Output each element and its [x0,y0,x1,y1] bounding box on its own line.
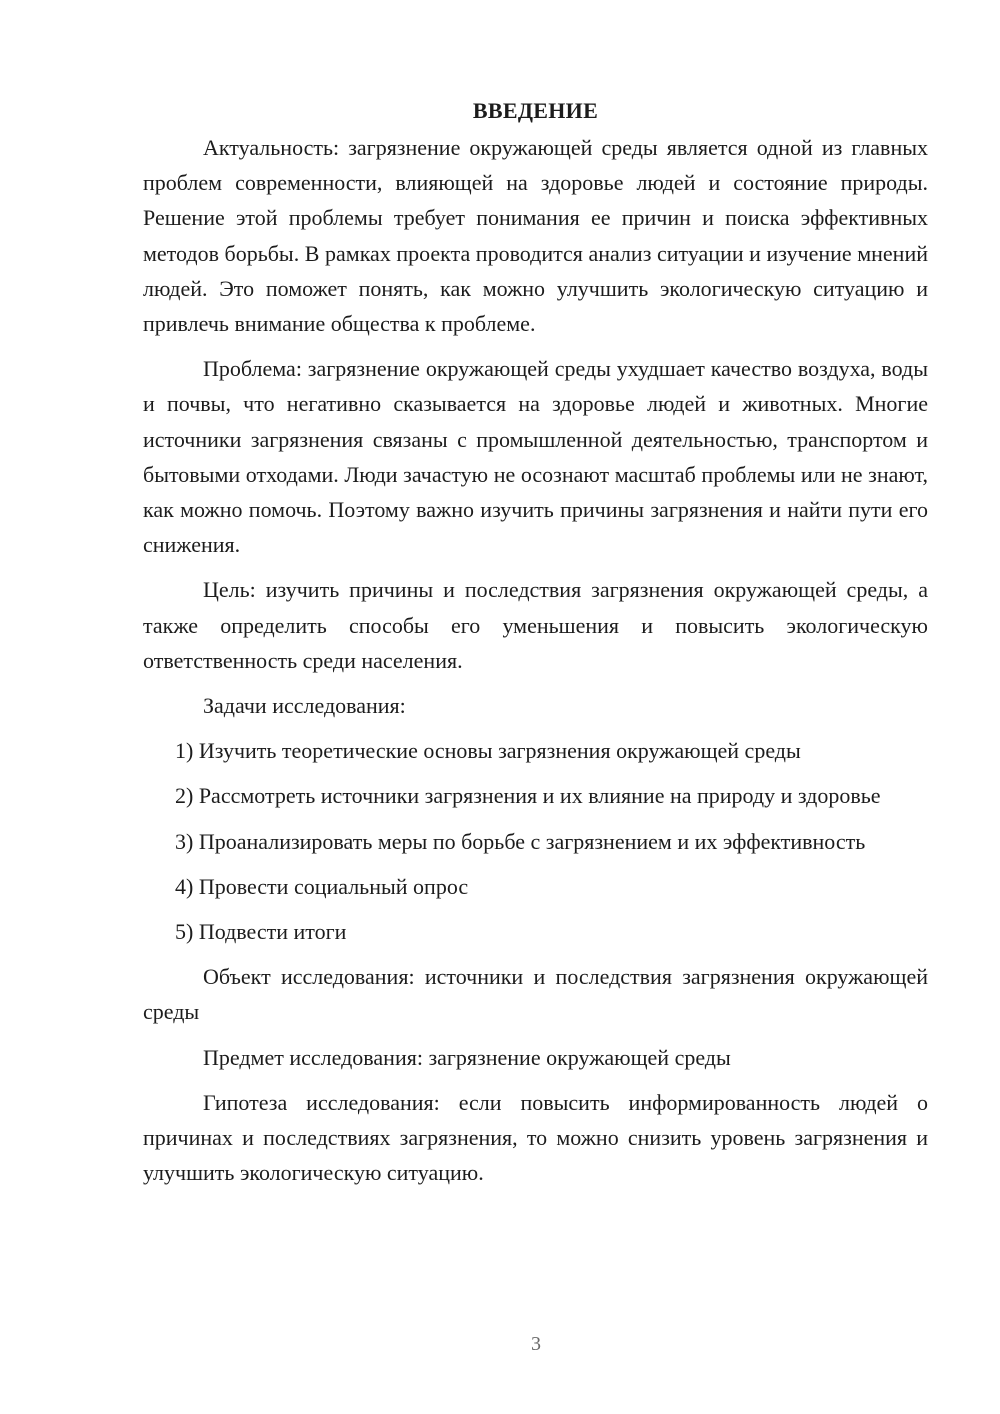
relevance-paragraph: Актуальность: загрязнение окружающей среды является одной из главных проблем современности, влияющей на здоровье людей и состояние природы. Решение этой проблемы требует понимания ее причин и поиска эффективных методов борьбы. В рамках проекта проводится анализ ситуации и изучение мнений людей. Это поможет понять, как можно улучшить экологическую ситуацию и привлечь внимание общества к проблеме. [143,135,928,337]
task-item: 3) Проанализировать меры по борьбе с загрязнением и их эффективность [175,828,866,854]
tasks-list [143,733,928,949]
task-item: 1) Изучить теоретические основы загрязнения окружающей среды [175,738,801,764]
subject-paragraph: Предмет исследования: загрязнение окружающей среды [203,1044,731,1070]
object-paragraph: Объект исследования: источники и последствия загрязнения окружающей среды [143,964,928,1025]
task-item: 5) Подвести итоги [175,919,347,945]
task-item: 4) Провести социальный опрос [175,873,469,899]
document-page [143,96,928,1200]
hypothesis-paragraph: Гипотеза исследования: если повысить информированность людей о причинах и последствиях загрязнения, то можно снизить уровень загрязнения и улучшить экологическую ситуацию. [143,1089,928,1186]
page-number: 3 [531,1333,541,1355]
tasks-heading: Задачи исследования: [203,693,406,719]
problem-paragraph: Проблема: загрязнение окружающей среды ухудшает качество воздуха, воды и почвы, что негативно сказывается на здоровье людей и животных. Многие источники загрязнения связаны с промышленной деятельностью, транспортом и бытовыми отходами. Люди зачастую не осознают масштаб проблемы или не знают, как можно помочь. Поэтому важно изучить причины загрязнения и найти пути его снижения. [143,356,928,558]
goal-paragraph: Цель: изучить причины и последствия загрязнения окружающей среды, а также определить способы его уменьшения и повысить экологическую ответственность среди населения. [143,577,928,673]
task-item: 2) Рассмотреть источники загрязнения и их влияние на природу и здоровье [175,783,881,809]
page-title: ВВЕДЕНИЕ [472,98,599,123]
